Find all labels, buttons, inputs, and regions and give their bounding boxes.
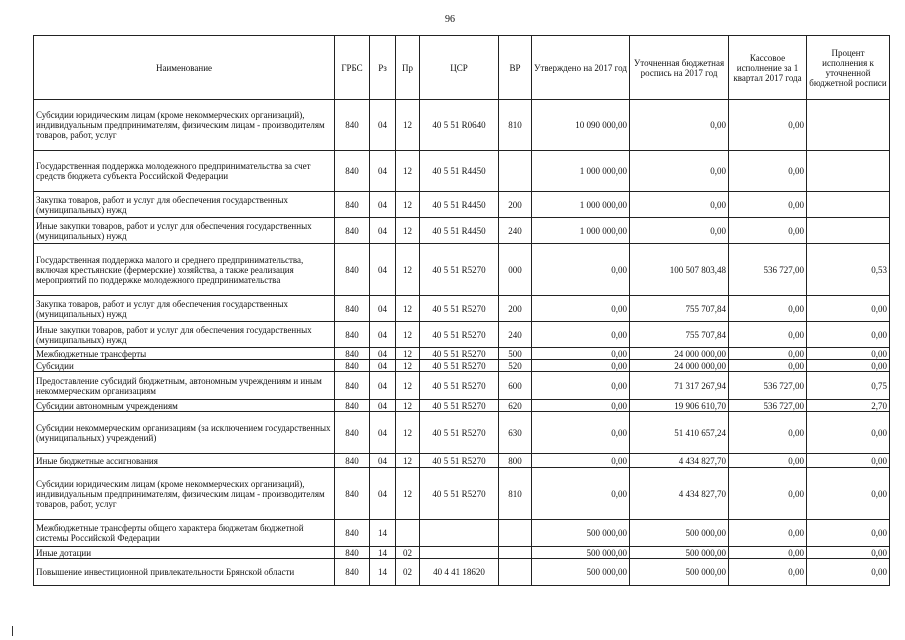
row-refined: 0,00 xyxy=(630,192,729,218)
row-approved: 500 000,00 xyxy=(532,520,630,547)
row-cash: 0,00 xyxy=(729,348,807,360)
row-name: Повышение инвестиционной привлекательности Брянской области xyxy=(34,559,335,586)
row-cash: 0,00 xyxy=(729,151,807,192)
row-grbs: 840 xyxy=(335,454,370,468)
row-rz: 04 xyxy=(370,372,396,400)
table-row xyxy=(34,322,890,348)
table-row xyxy=(34,559,890,586)
header-grbs: ГРБС xyxy=(335,36,370,100)
row-vr: 600 xyxy=(499,372,532,400)
row-name: Иные закупки товаров, работ и услуг для обеспечения государственных (муниципальных) нужд xyxy=(34,218,335,244)
row-name: Субсидии юридическим лицам (кроме некоммерческих организаций), индивидуальным предпринимателям, физическим лицам - производителям товаров, работ, услуг xyxy=(34,468,335,520)
row-name: Закупка товаров, работ и услуг для обеспечения государственных (муниципальных) нужд xyxy=(34,192,335,218)
row-percent: 0,00 xyxy=(807,547,890,559)
row-name: Межбюджетные трансферты xyxy=(34,348,335,360)
table-row xyxy=(34,547,890,559)
row-name: Иные бюджетные ассигнования xyxy=(34,454,335,468)
row-pr: 12 xyxy=(396,296,420,322)
row-pr: 12 xyxy=(396,400,420,412)
row-name: Субсидии автономным учреждениям xyxy=(34,400,335,412)
row-csr: 40 5 51 R5270 xyxy=(420,412,499,454)
row-refined: 0,00 xyxy=(630,151,729,192)
row-approved: 0,00 xyxy=(532,244,630,296)
row-csr: 40 5 51 R5270 xyxy=(420,244,499,296)
row-refined: 100 507 803,48 xyxy=(630,244,729,296)
row-vr: 630 xyxy=(499,412,532,454)
row-refined: 19 906 610,70 xyxy=(630,400,729,412)
row-vr: 200 xyxy=(499,192,532,218)
header-approved: Утверждено на 2017 год xyxy=(532,36,630,100)
row-vr: 620 xyxy=(499,400,532,412)
row-vr: 240 xyxy=(499,322,532,348)
row-rz: 04 xyxy=(370,468,396,520)
row-grbs: 840 xyxy=(335,348,370,360)
header-rz: Рз xyxy=(370,36,396,100)
row-vr: 240 xyxy=(499,218,532,244)
row-refined: 51 410 657,24 xyxy=(630,412,729,454)
row-approved: 0,00 xyxy=(532,372,630,400)
row-pr: 12 xyxy=(396,151,420,192)
row-vr: 200 xyxy=(499,296,532,322)
row-csr: 40 5 51 R5270 xyxy=(420,348,499,360)
row-rz: 04 xyxy=(370,244,396,296)
row-cash: 0,00 xyxy=(729,559,807,586)
row-pr: 12 xyxy=(396,192,420,218)
table-row xyxy=(34,192,890,218)
row-cash: 0,00 xyxy=(729,468,807,520)
row-refined: 0,00 xyxy=(630,218,729,244)
row-percent: 0,00 xyxy=(807,412,890,454)
row-approved: 1 000 000,00 xyxy=(532,218,630,244)
row-grbs: 840 xyxy=(335,192,370,218)
row-pr: 12 xyxy=(396,468,420,520)
row-grbs: 840 xyxy=(335,244,370,296)
row-approved: 0,00 xyxy=(532,360,630,372)
table-row xyxy=(34,520,890,547)
row-refined: 71 317 267,94 xyxy=(630,372,729,400)
row-vr xyxy=(499,520,532,547)
row-approved: 1 000 000,00 xyxy=(532,151,630,192)
row-refined: 500 000,00 xyxy=(630,520,729,547)
row-rz: 04 xyxy=(370,348,396,360)
row-rz: 04 xyxy=(370,296,396,322)
page-number: 96 xyxy=(445,14,455,25)
row-csr: 40 5 51 R5270 xyxy=(420,372,499,400)
row-refined: 4 434 827,70 xyxy=(630,454,729,468)
row-percent: 0,00 xyxy=(807,348,890,360)
row-cash: 0,00 xyxy=(729,547,807,559)
row-pr: 02 xyxy=(396,559,420,586)
row-rz: 14 xyxy=(370,559,396,586)
row-rz: 14 xyxy=(370,520,396,547)
row-rz: 04 xyxy=(370,322,396,348)
row-pr: 12 xyxy=(396,100,420,151)
row-rz: 04 xyxy=(370,412,396,454)
row-percent: 0,53 xyxy=(807,244,890,296)
row-name: Государственная поддержка молодежного предпринимательства за счет средств бюджета субъекта Российской Федерации xyxy=(34,151,335,192)
table-row xyxy=(34,348,890,360)
row-grbs: 840 xyxy=(335,151,370,192)
row-csr: 40 5 51 R4450 xyxy=(420,192,499,218)
row-approved: 1 000 000,00 xyxy=(532,192,630,218)
row-rz: 04 xyxy=(370,360,396,372)
row-name: Закупка товаров, работ и услуг для обеспечения государственных (муниципальных) нужд xyxy=(34,296,335,322)
row-cash: 0,00 xyxy=(729,322,807,348)
row-pr: 02 xyxy=(396,547,420,559)
table-row xyxy=(34,360,890,372)
row-refined: 500 000,00 xyxy=(630,547,729,559)
table-header-row xyxy=(34,36,890,100)
row-approved: 0,00 xyxy=(532,322,630,348)
row-csr: 40 4 41 18620 xyxy=(420,559,499,586)
row-pr: 12 xyxy=(396,412,420,454)
row-refined: 24 000 000,00 xyxy=(630,348,729,360)
row-name: Государственная поддержка малого и среднего предпринимательства, включая крестьянские (фермерские) хозяйства, а также реализация мероприятий по поддержке молодежного предпринимательства xyxy=(34,244,335,296)
row-vr: 520 xyxy=(499,360,532,372)
row-vr xyxy=(499,547,532,559)
row-percent: 2,70 xyxy=(807,400,890,412)
row-pr: 12 xyxy=(396,348,420,360)
row-refined: 500 000,00 xyxy=(630,559,729,586)
table-row xyxy=(34,218,890,244)
row-approved: 500 000,00 xyxy=(532,547,630,559)
row-approved: 500 000,00 xyxy=(532,559,630,586)
table-row xyxy=(34,454,890,468)
row-refined: 0,00 xyxy=(630,100,729,151)
row-rz: 04 xyxy=(370,151,396,192)
row-pr: 12 xyxy=(396,372,420,400)
row-approved: 0,00 xyxy=(532,400,630,412)
row-cash: 0,00 xyxy=(729,192,807,218)
row-name: Предоставление субсидий бюджетным, автономным учреждениям и иным некоммерческим организациям xyxy=(34,372,335,400)
header-name: Наименование xyxy=(34,36,335,100)
header-cash: Кассовое исполнение за 1 квартал 2017 года xyxy=(729,36,807,100)
row-cash: 0,00 xyxy=(729,100,807,151)
row-grbs: 840 xyxy=(335,412,370,454)
row-csr: 40 5 51 R5270 xyxy=(420,454,499,468)
row-grbs: 840 xyxy=(335,547,370,559)
row-refined: 4 434 827,70 xyxy=(630,468,729,520)
row-name: Субсидии некоммерческим организациям (за исключением государственных (муниципальных) учреждений) xyxy=(34,412,335,454)
row-approved: 0,00 xyxy=(532,454,630,468)
row-cash: 0,00 xyxy=(729,412,807,454)
header-vr: ВР xyxy=(499,36,532,100)
row-pr: 12 xyxy=(396,244,420,296)
row-cash: 0,00 xyxy=(729,520,807,547)
row-name: Субсидии xyxy=(34,360,335,372)
table-row xyxy=(34,100,890,151)
row-cash: 0,00 xyxy=(729,454,807,468)
row-cash: 536 727,00 xyxy=(729,244,807,296)
row-rz: 04 xyxy=(370,192,396,218)
row-vr xyxy=(499,559,532,586)
row-cash: 536 727,00 xyxy=(729,372,807,400)
row-csr: 40 5 51 R5270 xyxy=(420,400,499,412)
row-grbs: 840 xyxy=(335,218,370,244)
row-cash: 0,00 xyxy=(729,296,807,322)
row-pr: 12 xyxy=(396,360,420,372)
row-csr: 40 5 51 R5270 xyxy=(420,322,499,348)
row-grbs: 840 xyxy=(335,400,370,412)
header-percent: Процент исполнения к уточненной бюджетной росписи xyxy=(807,36,890,100)
row-pr: 12 xyxy=(396,454,420,468)
row-cash: 536 727,00 xyxy=(729,400,807,412)
table-row xyxy=(34,412,890,454)
row-percent: 0,00 xyxy=(807,468,890,520)
row-csr xyxy=(420,547,499,559)
row-csr: 40 5 51 R0640 xyxy=(420,100,499,151)
row-grbs: 840 xyxy=(335,100,370,151)
row-csr: 40 5 51 R4450 xyxy=(420,151,499,192)
row-pr xyxy=(396,520,420,547)
row-approved: 10 090 000,00 xyxy=(532,100,630,151)
row-percent: 0,00 xyxy=(807,559,890,586)
row-percent xyxy=(807,192,890,218)
row-approved: 0,00 xyxy=(532,296,630,322)
row-rz: 04 xyxy=(370,400,396,412)
row-percent: 0,75 xyxy=(807,372,890,400)
table-row xyxy=(34,468,890,520)
row-vr: 000 xyxy=(499,244,532,296)
row-csr: 40 5 51 R5270 xyxy=(420,360,499,372)
row-csr xyxy=(420,520,499,547)
row-approved: 0,00 xyxy=(532,348,630,360)
row-pr: 12 xyxy=(396,218,420,244)
row-grbs: 840 xyxy=(335,559,370,586)
row-name: Межбюджетные трансферты общего характера бюджетам бюджетной системы Российской Федерации xyxy=(34,520,335,547)
row-grbs: 840 xyxy=(335,520,370,547)
header-csr: ЦСР xyxy=(420,36,499,100)
row-name: Иные закупки товаров, работ и услуг для обеспечения государственных (муниципальных) нужд xyxy=(34,322,335,348)
row-grbs: 840 xyxy=(335,360,370,372)
row-percent: 0,00 xyxy=(807,454,890,468)
row-percent xyxy=(807,151,890,192)
row-grbs: 840 xyxy=(335,322,370,348)
row-rz: 04 xyxy=(370,454,396,468)
row-refined: 755 707,84 xyxy=(630,296,729,322)
scan-mark xyxy=(12,626,13,636)
row-approved: 0,00 xyxy=(532,412,630,454)
row-name: Субсидии юридическим лицам (кроме некоммерческих организаций), индивидуальным предпринимателям, физическим лицам - производителям товаров, работ, услуг xyxy=(34,100,335,151)
budget-table xyxy=(33,35,890,586)
header-refined: Уточненная бюджетная роспись на 2017 год xyxy=(630,36,729,100)
table-row xyxy=(34,244,890,296)
row-rz: 04 xyxy=(370,100,396,151)
table-row xyxy=(34,151,890,192)
row-percent: 0,00 xyxy=(807,360,890,372)
table-row xyxy=(34,400,890,412)
row-refined: 755 707,84 xyxy=(630,322,729,348)
row-refined: 24 000 000,00 xyxy=(630,360,729,372)
row-name: Иные дотации xyxy=(34,547,335,559)
row-percent: 0,00 xyxy=(807,296,890,322)
header-pr: Пр xyxy=(396,36,420,100)
row-grbs: 840 xyxy=(335,296,370,322)
row-vr: 810 xyxy=(499,468,532,520)
row-vr: 500 xyxy=(499,348,532,360)
row-vr xyxy=(499,151,532,192)
row-cash: 0,00 xyxy=(729,218,807,244)
table-row xyxy=(34,372,890,400)
row-cash: 0,00 xyxy=(729,360,807,372)
row-percent: 0,00 xyxy=(807,322,890,348)
row-csr: 40 5 51 R4450 xyxy=(420,218,499,244)
row-grbs: 840 xyxy=(335,468,370,520)
row-grbs: 840 xyxy=(335,372,370,400)
row-rz: 14 xyxy=(370,547,396,559)
table-row xyxy=(34,296,890,322)
row-csr: 40 5 51 R5270 xyxy=(420,468,499,520)
row-percent xyxy=(807,218,890,244)
row-rz: 04 xyxy=(370,218,396,244)
row-vr: 800 xyxy=(499,454,532,468)
row-csr: 40 5 51 R5270 xyxy=(420,296,499,322)
row-pr: 12 xyxy=(396,322,420,348)
row-vr: 810 xyxy=(499,100,532,151)
row-percent xyxy=(807,100,890,151)
row-approved: 0,00 xyxy=(532,468,630,520)
row-percent: 0,00 xyxy=(807,520,890,547)
